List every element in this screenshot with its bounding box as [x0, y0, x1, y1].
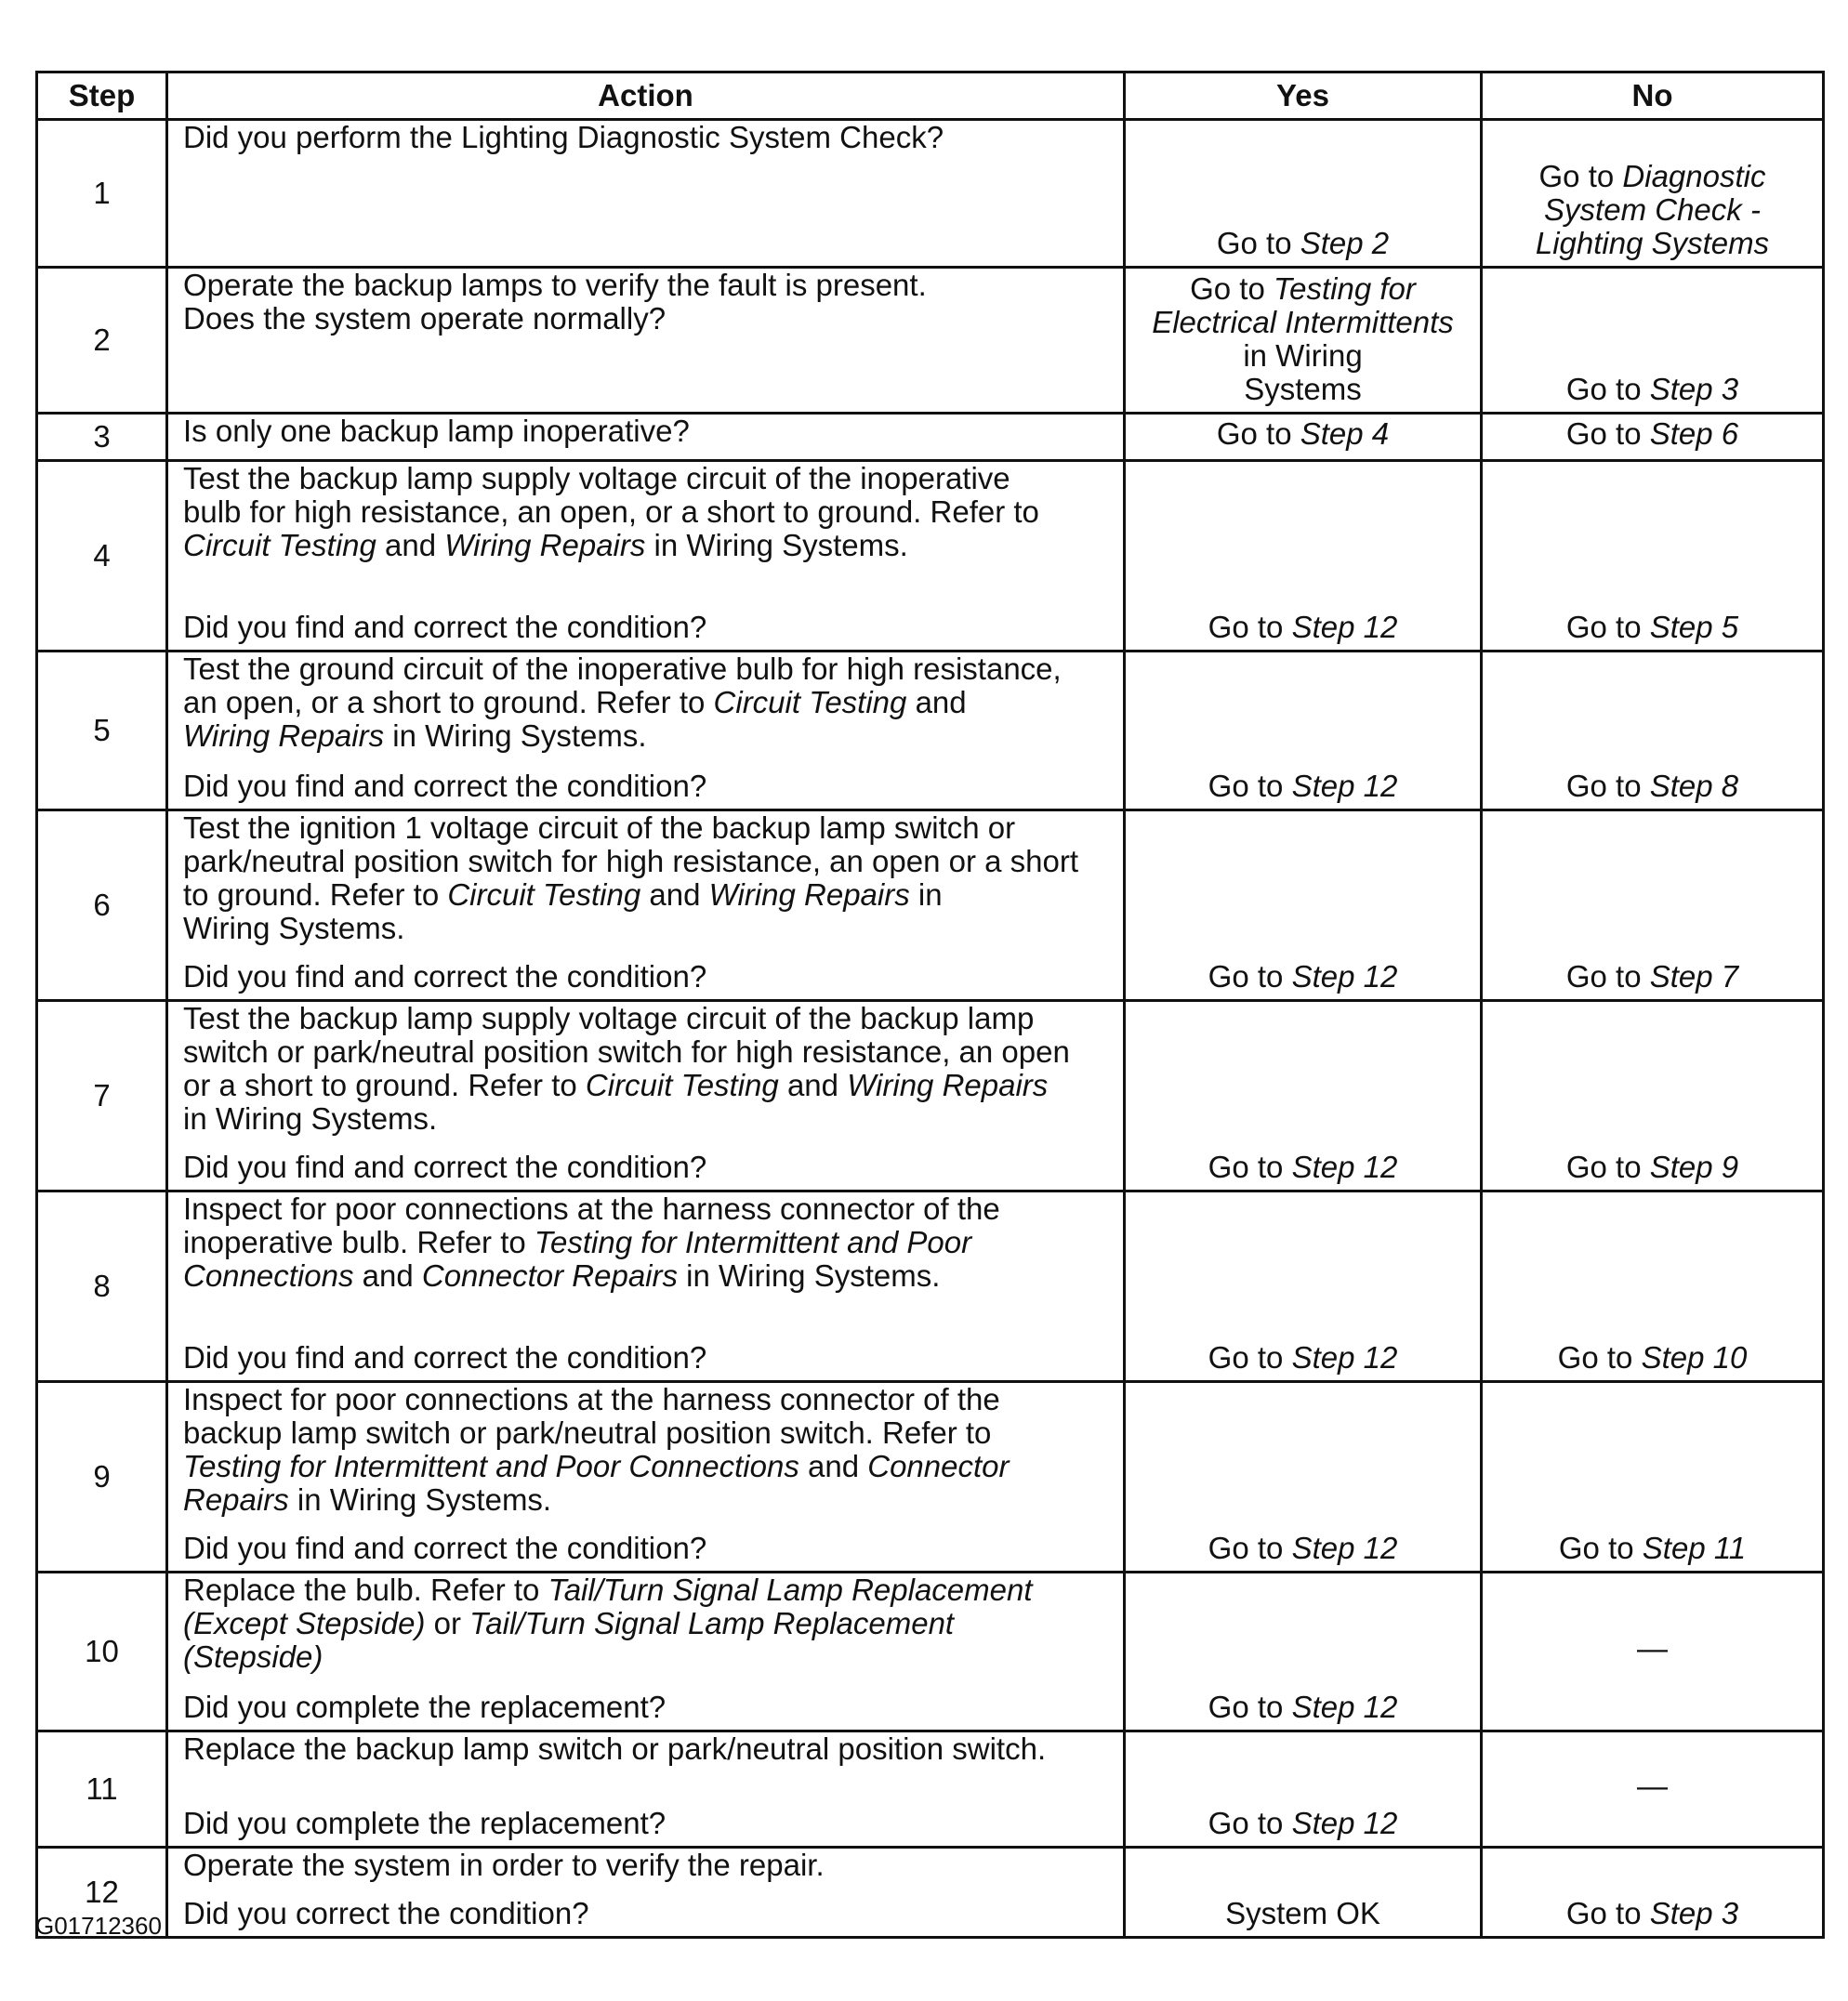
reference-text: Step 12 — [1291, 959, 1398, 994]
no-line — [1483, 193, 1822, 227]
diagnostic-table — [35, 71, 1825, 1939]
text-segment: and — [353, 1258, 422, 1293]
text-segment: Did you perform the Lighting Diagnostic System Check? — [183, 120, 944, 154]
step-number: 7 — [37, 1001, 167, 1191]
header-no: No — [1482, 72, 1824, 120]
no-line — [1483, 1532, 1822, 1565]
text-segment: Replace the backup lamp switch or park/neutral position switch. — [183, 1731, 1047, 1766]
text-segment: — — [1637, 1769, 1668, 1803]
yes-line — [1126, 417, 1480, 451]
action-cell — [167, 1573, 1125, 1731]
text-segment: Test the backup lamp supply voltage circuit of the inoperative — [183, 461, 1010, 495]
action-cell — [167, 120, 1125, 268]
action-line — [183, 1607, 1114, 1640]
action-cell — [167, 461, 1125, 652]
text-segment: Operate the system in order to verify the repair. — [183, 1848, 825, 1882]
reference-text: Wiring Repairs — [444, 528, 646, 562]
yes-line — [1126, 306, 1480, 339]
text-segment: Go to — [1565, 416, 1650, 451]
action-line — [183, 845, 1114, 878]
no-line — [1483, 417, 1822, 451]
text-segment: Go to — [1208, 1531, 1292, 1565]
reference-text: Testing for Intermittent and Poor Connections — [183, 1449, 799, 1483]
yes-result — [1125, 461, 1482, 652]
action-line — [183, 1383, 1114, 1416]
action-instruction — [183, 415, 1114, 448]
yes-result — [1125, 1731, 1482, 1848]
text-segment: Go to — [1208, 1150, 1292, 1184]
text-segment: Go to — [1565, 610, 1650, 644]
text-segment: to ground. Refer to — [183, 877, 448, 912]
step-number: 6 — [37, 810, 167, 1001]
reference-text: Circuit Testing — [447, 877, 641, 912]
action-cell — [167, 414, 1125, 461]
action-cell — [167, 268, 1125, 414]
action-line — [183, 1259, 1114, 1293]
action-cell — [167, 652, 1125, 810]
reference-text: Circuit Testing — [713, 685, 907, 719]
reference-text: (Except Stepside) — [183, 1606, 426, 1640]
text-segment: park/neutral position switch for high resistance, an open or a short — [183, 844, 1079, 878]
reference-text: Wiring Repairs — [183, 718, 385, 753]
reference-text: Step 12 — [1291, 1150, 1398, 1184]
step-number: 11 — [37, 1731, 167, 1848]
no-result — [1482, 120, 1824, 268]
reference-text: Electrical Intermittents — [1152, 305, 1454, 339]
action-instruction — [183, 811, 1114, 945]
action-question: Did you find and correct the condition? — [183, 769, 707, 803]
yes-line — [1126, 611, 1480, 644]
reference-text: Step 3 — [1649, 1896, 1739, 1930]
text-segment: Go to — [1557, 1340, 1642, 1375]
table-header-row — [37, 72, 1824, 120]
step-number: 2 — [37, 268, 167, 414]
action-question: Did you complete the replacement? — [183, 1690, 667, 1724]
text-segment: Go to — [1208, 959, 1292, 994]
action-line — [183, 1069, 1114, 1102]
text-segment: and — [906, 685, 967, 719]
action-content — [183, 1732, 1114, 1840]
step-number: 12 — [37, 1848, 167, 1938]
no-line — [1483, 1632, 1822, 1665]
yes-line — [1126, 227, 1480, 260]
action-line — [183, 1640, 1114, 1674]
yes-line — [1126, 960, 1480, 994]
reference-text: Step 12 — [1291, 1340, 1398, 1375]
table-row — [37, 1382, 1824, 1573]
no-result — [1482, 810, 1824, 1001]
step-number: 10 — [37, 1573, 167, 1731]
no-result — [1482, 1382, 1824, 1573]
action-line — [183, 1483, 1114, 1517]
no-line — [1483, 960, 1822, 994]
text-segment: Is only one backup lamp inoperative? — [183, 414, 690, 448]
step-number: 5 — [37, 652, 167, 810]
action-line — [183, 269, 1114, 302]
yes-line — [1126, 1691, 1480, 1724]
reference-text: Tail/Turn Signal Lamp Replacement — [548, 1573, 1033, 1607]
yes-result — [1125, 120, 1482, 268]
action-question: Did you find and correct the condition? — [183, 1150, 707, 1184]
reference-text: Step 2 — [1300, 226, 1390, 260]
text-segment: switch or park/neutral position switch for high resistance, an open — [183, 1034, 1070, 1069]
action-instruction — [183, 1192, 1114, 1293]
yes-result — [1125, 1191, 1482, 1382]
reference-text: Connections — [183, 1258, 354, 1293]
action-line — [183, 686, 1114, 719]
no-result — [1482, 1001, 1824, 1191]
reference-text: Step 5 — [1649, 610, 1739, 644]
action-content — [183, 121, 1114, 260]
text-segment: Systems — [1244, 372, 1362, 406]
action-line — [183, 811, 1114, 845]
reference-text: Step 10 — [1641, 1340, 1748, 1375]
action-question: Did you find and correct the condition? — [183, 959, 707, 994]
text-segment: in Wiring Systems. — [288, 1482, 552, 1517]
text-segment: backup lamp switch or park/neutral position switch. Refer to — [183, 1415, 992, 1450]
action-line — [183, 912, 1114, 945]
action-cell — [167, 810, 1125, 1001]
yes-line — [1126, 1341, 1480, 1375]
text-segment: in Wiring — [1243, 338, 1363, 373]
step-number: 3 — [37, 414, 167, 461]
reference-text: Step 8 — [1649, 769, 1739, 803]
reference-text: Wiring Repairs — [847, 1068, 1049, 1102]
yes-result — [1125, 414, 1482, 461]
action-question: Did you correct the condition? — [183, 1896, 589, 1930]
text-segment: Go to — [1565, 769, 1650, 803]
table-row — [37, 461, 1824, 652]
reference-text: Circuit Testing — [183, 528, 376, 562]
action-line — [183, 1226, 1114, 1259]
reference-text: Step 9 — [1649, 1150, 1739, 1184]
no-result — [1482, 414, 1824, 461]
text-segment: Go to — [1565, 959, 1650, 994]
header-action: Action — [167, 72, 1125, 120]
reference-text: Diagnostic — [1622, 159, 1766, 193]
action-line — [183, 1849, 1114, 1882]
action-content — [183, 811, 1114, 994]
yes-result — [1125, 1001, 1482, 1191]
text-segment: an open, or a short to ground. Refer to — [183, 685, 714, 719]
table-row — [37, 120, 1824, 268]
no-line — [1483, 1151, 1822, 1184]
action-question: Did you find and correct the condition? — [183, 1340, 707, 1375]
header-step: Step — [37, 72, 167, 120]
action-instruction — [183, 1383, 1114, 1517]
reference-text: Step 12 — [1291, 769, 1398, 803]
text-segment: Test the backup lamp supply voltage circuit of the backup lamp — [183, 1001, 1035, 1035]
yes-line — [1126, 339, 1480, 373]
action-instruction — [183, 1732, 1114, 1766]
reference-text: Circuit Testing — [585, 1068, 779, 1102]
text-segment: Go to — [1565, 1896, 1650, 1930]
action-instruction — [183, 269, 1114, 336]
text-segment: Go to — [1558, 1531, 1643, 1565]
action-line — [183, 1192, 1114, 1226]
text-segment: Go to — [1190, 271, 1274, 306]
text-segment: and — [376, 528, 445, 562]
no-line — [1483, 1770, 1822, 1803]
action-content — [183, 652, 1114, 803]
action-cell — [167, 1191, 1125, 1382]
action-content — [183, 1002, 1114, 1184]
yes-result — [1125, 652, 1482, 810]
reference-text: Tail/Turn Signal Lamp Replacement — [469, 1606, 955, 1640]
no-result — [1482, 1731, 1824, 1848]
text-segment: in — [909, 877, 943, 912]
action-line — [183, 719, 1114, 753]
yes-line — [1126, 1897, 1480, 1930]
reference-text: Step 12 — [1291, 1690, 1398, 1724]
text-segment: Test the ignition 1 voltage circuit of the backup lamp switch or — [183, 810, 1016, 845]
action-content — [183, 415, 1114, 454]
action-line — [183, 1102, 1114, 1136]
action-cell — [167, 1848, 1125, 1938]
action-instruction — [183, 1002, 1114, 1136]
no-result — [1482, 1191, 1824, 1382]
no-result — [1482, 268, 1824, 414]
table-row — [37, 1001, 1824, 1191]
reference-text: Step 4 — [1300, 416, 1390, 451]
action-line — [183, 1732, 1114, 1766]
text-segment: Go to — [1208, 769, 1292, 803]
yes-line — [1126, 373, 1480, 406]
reference-text: Step 12 — [1291, 1806, 1398, 1840]
text-segment: Go to — [1565, 372, 1650, 406]
reference-text: System Check - — [1544, 192, 1761, 227]
text-segment: Go to — [1208, 1806, 1292, 1840]
action-line — [183, 121, 1114, 154]
action-instruction — [183, 1573, 1114, 1674]
yes-result — [1125, 268, 1482, 414]
action-question: Did you find and correct the condition? — [183, 610, 707, 644]
text-segment: Go to — [1538, 159, 1623, 193]
reference-text: Connector — [867, 1449, 1010, 1483]
no-result — [1482, 1848, 1824, 1938]
text-segment: in Wiring Systems. — [645, 528, 908, 562]
text-segment: Go to — [1565, 1150, 1650, 1184]
action-line — [183, 495, 1114, 529]
reference-text: Step 7 — [1649, 959, 1739, 994]
yes-line — [1126, 770, 1480, 803]
reference-text: Repairs — [183, 1482, 289, 1517]
text-segment: Replace the bulb. Refer to — [183, 1573, 548, 1607]
action-line — [183, 1035, 1114, 1069]
yes-result — [1125, 1848, 1482, 1938]
yes-line — [1126, 272, 1480, 306]
reference-text: Connector Repairs — [421, 1258, 678, 1293]
action-line — [183, 878, 1114, 912]
action-content — [183, 462, 1114, 644]
reference-text: Step 6 — [1649, 416, 1739, 451]
action-line — [183, 302, 1114, 336]
text-segment: bulb for high resistance, an open, or a short to ground. Refer to — [183, 494, 1039, 529]
text-segment: or a short to ground. Refer to — [183, 1068, 586, 1102]
action-line — [183, 652, 1114, 686]
step-number: 9 — [37, 1382, 167, 1573]
table-row — [37, 1191, 1824, 1382]
text-segment: — — [1637, 1631, 1668, 1665]
text-segment: or — [425, 1606, 470, 1640]
text-segment: in Wiring Systems. — [678, 1258, 941, 1293]
no-line — [1483, 1341, 1822, 1375]
text-segment: Does the system operate normally? — [183, 301, 667, 336]
table-row — [37, 414, 1824, 461]
yes-line — [1126, 1807, 1480, 1840]
reference-text: Lighting Systems — [1535, 226, 1770, 260]
action-question: Did you find and correct the condition? — [183, 1531, 707, 1565]
table-row — [37, 1573, 1824, 1731]
text-segment: Wiring Systems. — [183, 911, 405, 945]
action-content — [183, 1573, 1114, 1724]
action-line — [183, 1450, 1114, 1483]
action-content — [183, 1849, 1114, 1930]
reference-text: Testing for — [1274, 271, 1416, 306]
reference-text: Wiring Repairs — [708, 877, 910, 912]
no-line — [1483, 611, 1822, 644]
no-result — [1482, 652, 1824, 810]
no-line — [1483, 227, 1822, 260]
text-segment: Inspect for poor connections at the harness connector of the — [183, 1191, 1000, 1226]
action-cell — [167, 1001, 1125, 1191]
text-segment: Test the ground circuit of the inoperative bulb for high resistance, — [183, 652, 1062, 686]
table-row — [37, 810, 1824, 1001]
no-line — [1483, 160, 1822, 193]
action-instruction — [183, 1849, 1114, 1882]
reference-text: Testing for Intermittent and Poor — [534, 1225, 972, 1259]
figure-code: G01712360 — [35, 1912, 162, 1940]
reference-text: (Stepside) — [183, 1639, 323, 1674]
text-segment: Go to — [1216, 416, 1300, 451]
action-instruction — [183, 121, 1114, 154]
action-content — [183, 1192, 1114, 1375]
text-segment: in Wiring Systems. — [183, 1101, 438, 1136]
yes-result — [1125, 1573, 1482, 1731]
text-segment: Operate the backup lamps to verify the fault is present. — [183, 268, 927, 302]
action-line — [183, 1573, 1114, 1607]
text-segment: and — [640, 877, 709, 912]
action-instruction — [183, 652, 1114, 753]
action-content — [183, 1383, 1114, 1565]
text-segment: Go to — [1216, 226, 1300, 260]
no-line — [1483, 1897, 1822, 1930]
text-segment: System OK — [1225, 1896, 1380, 1930]
table-row — [37, 1731, 1824, 1848]
action-content — [183, 269, 1114, 406]
table-body — [37, 120, 1824, 1938]
reference-text: Step 12 — [1291, 1531, 1398, 1565]
yes-result — [1125, 810, 1482, 1001]
no-line — [1483, 373, 1822, 406]
yes-result — [1125, 1382, 1482, 1573]
text-segment: and — [799, 1449, 868, 1483]
header-yes: Yes — [1125, 72, 1482, 120]
no-line — [1483, 770, 1822, 803]
text-segment: Go to — [1208, 1690, 1292, 1724]
text-segment: in Wiring Systems. — [384, 718, 647, 753]
text-segment: Inspect for poor connections at the harness connector of the — [183, 1382, 1000, 1416]
yes-line — [1126, 1151, 1480, 1184]
text-segment: Go to — [1208, 1340, 1292, 1375]
action-cell — [167, 1382, 1125, 1573]
action-question: Did you complete the replacement? — [183, 1806, 667, 1840]
step-number: 8 — [37, 1191, 167, 1382]
action-cell — [167, 1731, 1125, 1848]
table-row — [37, 652, 1824, 810]
no-result — [1482, 461, 1824, 652]
reference-text: Step 3 — [1649, 372, 1739, 406]
text-segment: and — [778, 1068, 848, 1102]
yes-line — [1126, 1532, 1480, 1565]
action-line — [183, 1002, 1114, 1035]
reference-text: Step 11 — [1642, 1531, 1747, 1565]
text-segment: Go to — [1208, 610, 1292, 644]
action-line — [183, 462, 1114, 495]
action-instruction — [183, 462, 1114, 562]
action-line — [183, 529, 1114, 562]
no-result — [1482, 1573, 1824, 1731]
action-line — [183, 415, 1114, 448]
table-row — [37, 1848, 1824, 1938]
reference-text: Step 12 — [1291, 610, 1398, 644]
action-line — [183, 1416, 1114, 1450]
step-number: 4 — [37, 461, 167, 652]
text-segment: inoperative bulb. Refer to — [183, 1225, 535, 1259]
step-number: 1 — [37, 120, 167, 268]
table-row — [37, 268, 1824, 414]
